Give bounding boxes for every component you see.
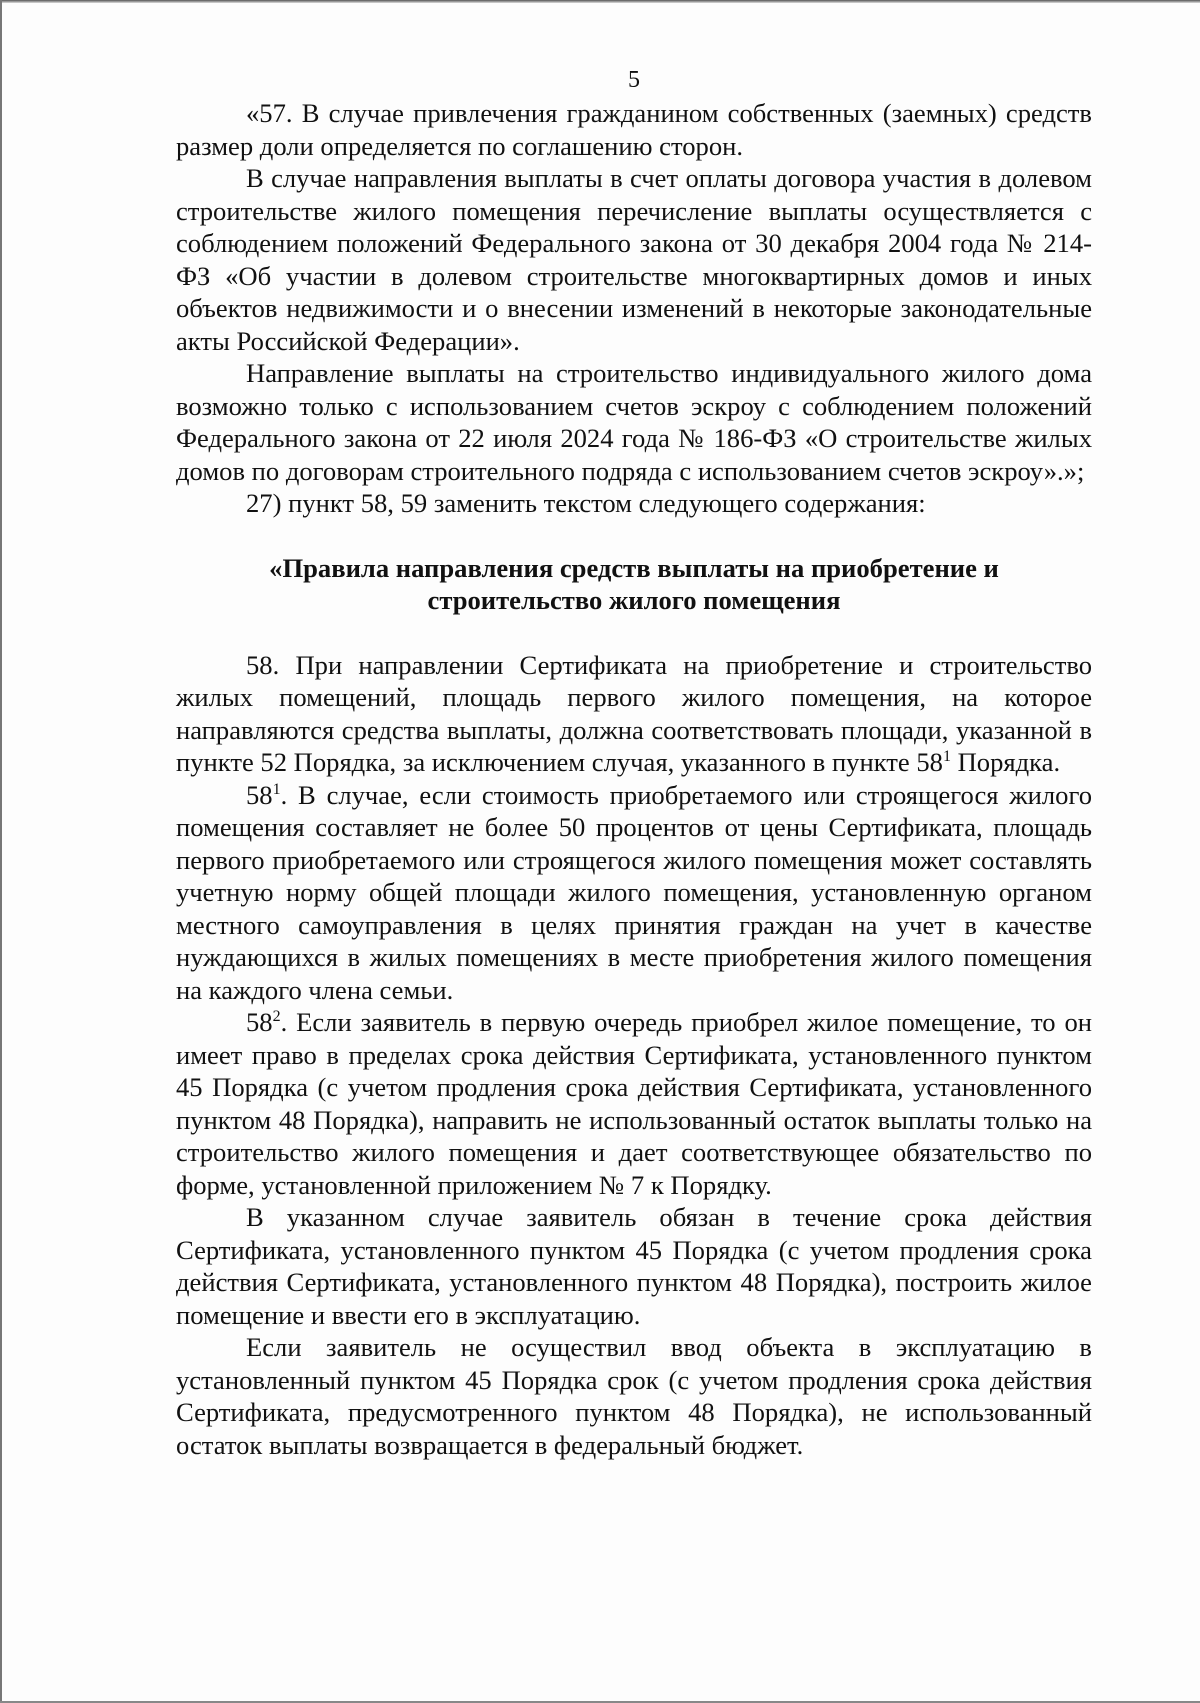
scan-edge-left <box>0 0 2 1703</box>
paragraph-58-text: 58. При направлении Сертификата на приобретение и строительство жилых помещений, площадь первого жилого помещения, на которое направляются средства выплаты, должна соответствовать площади, указанной в пункте 52 Порядка, за исключением случая, указанного в пункте 58 <box>176 649 1092 777</box>
document-body <box>176 64 1092 1461</box>
paragraph-construction-obligation: В указанном случае заявитель обязан в течение срока действия Сертификата, установленного пунктом 45 Порядка (с учетом продления срока действия Сертификата, установленного пунктом 48 Порядка), построить жилое помещение и ввести его в эксплуатацию. <box>176 1202 1092 1330</box>
paragraph-58-1-number: 58 <box>246 779 273 810</box>
paragraph-unused-balance-return: Если заявитель не осуществил ввод объекта в эксплуатацию в установленный пунктом 45 Порядка срок (с учетом продления срока действия Сертификата, предусмотренного пунктом 48 Порядка), не использованный остаток выплаты возвращается в федеральный бюджет. <box>176 1332 1092 1460</box>
section-heading-line-2: строительство жилого помещения <box>427 585 841 615</box>
paragraph-58-2-superscript: 2 <box>272 1008 281 1025</box>
paragraph-57: «57. В случае привлечения гражданином собственных (заемных) средств размер доли определяется по соглашению сторон. <box>176 98 1092 161</box>
paragraph-58-1 <box>176 779 1092 1007</box>
paragraph-58-1-superscript: 1 <box>272 780 281 798</box>
paragraph-58-2-text: . Если заявитель в первую очередь приобрел жилое помещение, то он имеет право в пределах срока действия Сертификата, установленного пунктом 45 Порядка (с учетом продления срока действия Сертификата, установленного пунктом 48 Порядка), направить не использованный остаток выплаты только на строительство жилого помещения и дает соответствующее обязательство по форме, установленной приложением № 7 к Порядку. <box>176 1007 1092 1200</box>
paragraph-58-superscript: 1 <box>942 748 951 765</box>
section-heading <box>176 552 1092 617</box>
paragraph-58-1-text: . В случае, если стоимость приобретаемого или строящегося жилого помещения составляет не более 50 процентов от цены Сертификата, площадь первого приобретаемого или строящегося жилого помещения может составлять учетную норму общей площади жилого помещения, установленную органом местного самоуправления в целях принятия граждан на учет в качестве нуждающихся в жилых помещениях в месте приобретения жилого помещения на каждого члена семьи. <box>176 779 1092 1005</box>
paragraph-item-27: 27) пункт 58, 59 заменить текстом следующего содержания: <box>246 488 926 518</box>
paragraph-58 <box>176 649 1092 779</box>
paragraph-58-tail: Порядка. <box>950 747 1061 777</box>
section-heading-line-1: «Правила направления средств выплаты на приобретение и <box>269 552 999 583</box>
page-number: 5 <box>628 67 640 93</box>
paragraph-58-2-number: 58 <box>246 1007 273 1037</box>
paragraph-57-shared-construction: В случае направления выплаты в счет оплаты договора участия в долевом строительстве жилого помещения перечисление выплаты осуществляется с соблюдением положений Федерального закона от 30 декабря 2004 года № 214-ФЗ «Об участии в долевом строительстве многоквартирных домов и иных объектов недвижимости и о внесении изменений в некоторые законодательные акты Российской Федерации». <box>176 163 1092 356</box>
paragraph-57-individual-house: Направление выплаты на строительство индивидуального жилого дома возможно только с использованием счетов эскроу с соблюдением положений Федерального закона от 22 июля 2024 года № 186-ФЗ «О строительстве жилых домов по договорам строительного подряда с использованием счетов эскроу».»; <box>176 358 1092 486</box>
scan-edge-top <box>0 0 1200 3</box>
paragraph-58-2 <box>176 1006 1092 1201</box>
